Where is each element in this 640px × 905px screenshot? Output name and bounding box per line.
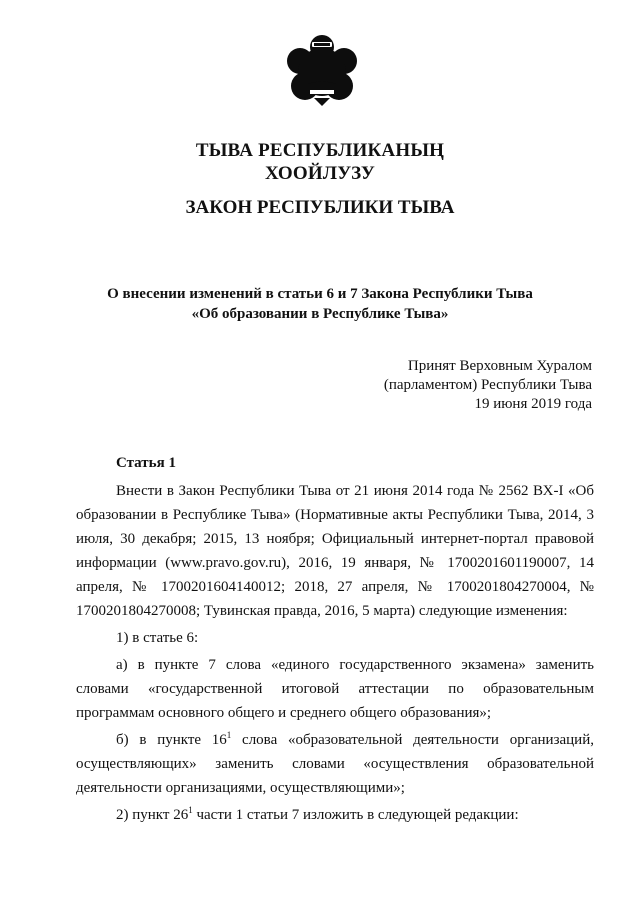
tuvan-header-line-2: ХООЙЛУЗУ xyxy=(264,163,376,184)
law-subject-line-1: О внесении изменений в статьи 6 и 7 Закона Республики Тыва xyxy=(107,286,533,302)
adoption-block xyxy=(292,357,592,414)
article-body xyxy=(76,451,594,827)
item-1b-superscript: 1 xyxy=(226,730,232,740)
adoption-line-2: (парламентом) Республики Тыва xyxy=(383,377,592,393)
item-2-post: части 1 статьи 7 изложить в следующей редакции: xyxy=(192,807,519,823)
law-title: ЗАКОН РЕСПУБЛИКИ ТЫВА xyxy=(185,197,455,218)
tuvan-header-line-1: ТЫВА РЕСПУБЛИКАНЫҢ xyxy=(195,140,445,161)
tuva-emblem-icon xyxy=(284,34,360,112)
article-intro-paragraph: Внести в Закон Республики Тыва от 21 июня 2014 года № 2562 ВХ-I «Об образовании в Республике Тыва» (Нормативные акты Республики Тыва, 2014, 3 июля, 30 декабря; 2015, 13 ноября; Официальный интернет-портал правовой информации (www.pravo.gov.ru), 2016, 19 января, № 1700201601190007, 14 апреля, № 1700201604140012; 2018, 27 апреля, № 1700201804270004, № 1700201804270008; Тувинская правда, 2016, 5 марта) следующие изменения: xyxy=(76,483,594,619)
item-1a: а) в пункте 7 слова «единого государственного экзамена» заменить словами «государственной итоговой аттестации по образовательным программам основного общего и среднего общего образования»; xyxy=(76,657,594,721)
item-2 xyxy=(76,803,594,827)
item-2-pre: 2) пункт 26 xyxy=(116,807,189,823)
law-subject-line-2: «Об образовании в Республике Тыва» xyxy=(191,306,449,322)
item-1b-pre: б) в пункте 16 xyxy=(116,732,227,748)
tuvan-law-header xyxy=(0,139,640,185)
adoption-line-1: Принят Верховным Хуралом xyxy=(407,358,592,374)
article-heading: Статья 1 xyxy=(116,455,176,471)
adoption-date: 19 июня 2019 года xyxy=(474,396,592,412)
item-1: 1) в статье 6: xyxy=(116,630,199,646)
law-subject xyxy=(0,284,640,324)
item-2-superscript: 1 xyxy=(188,805,193,815)
item-1b-post: слова «образовательной деятельности организаций, осуществляющих» заменить словами «осуществления образовательной деятельности организациями, осуществляющими»; xyxy=(76,732,594,796)
item-1b xyxy=(76,728,594,800)
